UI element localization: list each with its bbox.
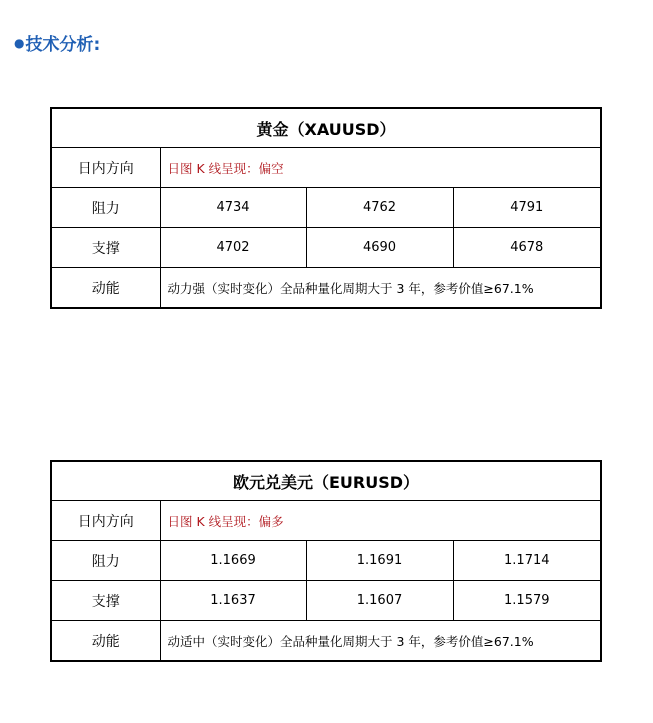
resistance-level-3: 4791 (453, 188, 601, 228)
momentum-value: 动力强（实时变化）全品种量化周期大于 3 年，参考价值≥67.1% (160, 268, 601, 309)
support-level-1: 1.1637 (160, 581, 306, 621)
support-level-2: 1.1607 (306, 581, 453, 621)
resistance-level-1: 1.1669 (160, 541, 306, 581)
eurusd-analysis-table (50, 460, 602, 662)
resistance-label: 阻力 (51, 541, 160, 581)
direction-label: 日内方向 (51, 501, 160, 541)
section-heading-text: 技术分析: (25, 35, 101, 55)
resistance-row (51, 541, 601, 581)
table-title-row (51, 108, 601, 148)
momentum-label: 动能 (51, 268, 160, 309)
support-label: 支撑 (51, 228, 160, 268)
direction-value: 日图 K 线呈现：偏多 (160, 501, 601, 541)
support-level-2: 4690 (306, 228, 453, 268)
momentum-row (51, 268, 601, 309)
resistance-level-2: 4762 (306, 188, 453, 228)
resistance-label: 阻力 (51, 188, 160, 228)
table-title-row (51, 461, 601, 501)
momentum-label: 动能 (51, 621, 160, 662)
table-title: 欧元兑美元（EURUSD） (51, 461, 601, 501)
momentum-row (51, 621, 601, 662)
support-row (51, 228, 601, 268)
direction-label: 日内方向 (51, 148, 160, 188)
resistance-level-2: 1.1691 (306, 541, 453, 581)
bullet-icon: ● (14, 35, 25, 50)
section-heading (14, 30, 100, 55)
gold-analysis-table (50, 107, 602, 309)
resistance-row (51, 188, 601, 228)
resistance-level-3: 1.1714 (453, 541, 601, 581)
support-level-3: 4678 (453, 228, 601, 268)
direction-row (51, 501, 601, 541)
support-level-3: 1.1579 (453, 581, 601, 621)
resistance-level-1: 4734 (160, 188, 306, 228)
momentum-value: 动适中（实时变化）全品种量化周期大于 3 年，参考价值≥67.1% (160, 621, 601, 662)
direction-row (51, 148, 601, 188)
support-level-1: 4702 (160, 228, 306, 268)
direction-value: 日图 K 线呈现：偏空 (160, 148, 601, 188)
support-row (51, 581, 601, 621)
table-title: 黄金（XAUUSD） (51, 108, 601, 148)
support-label: 支撑 (51, 581, 160, 621)
